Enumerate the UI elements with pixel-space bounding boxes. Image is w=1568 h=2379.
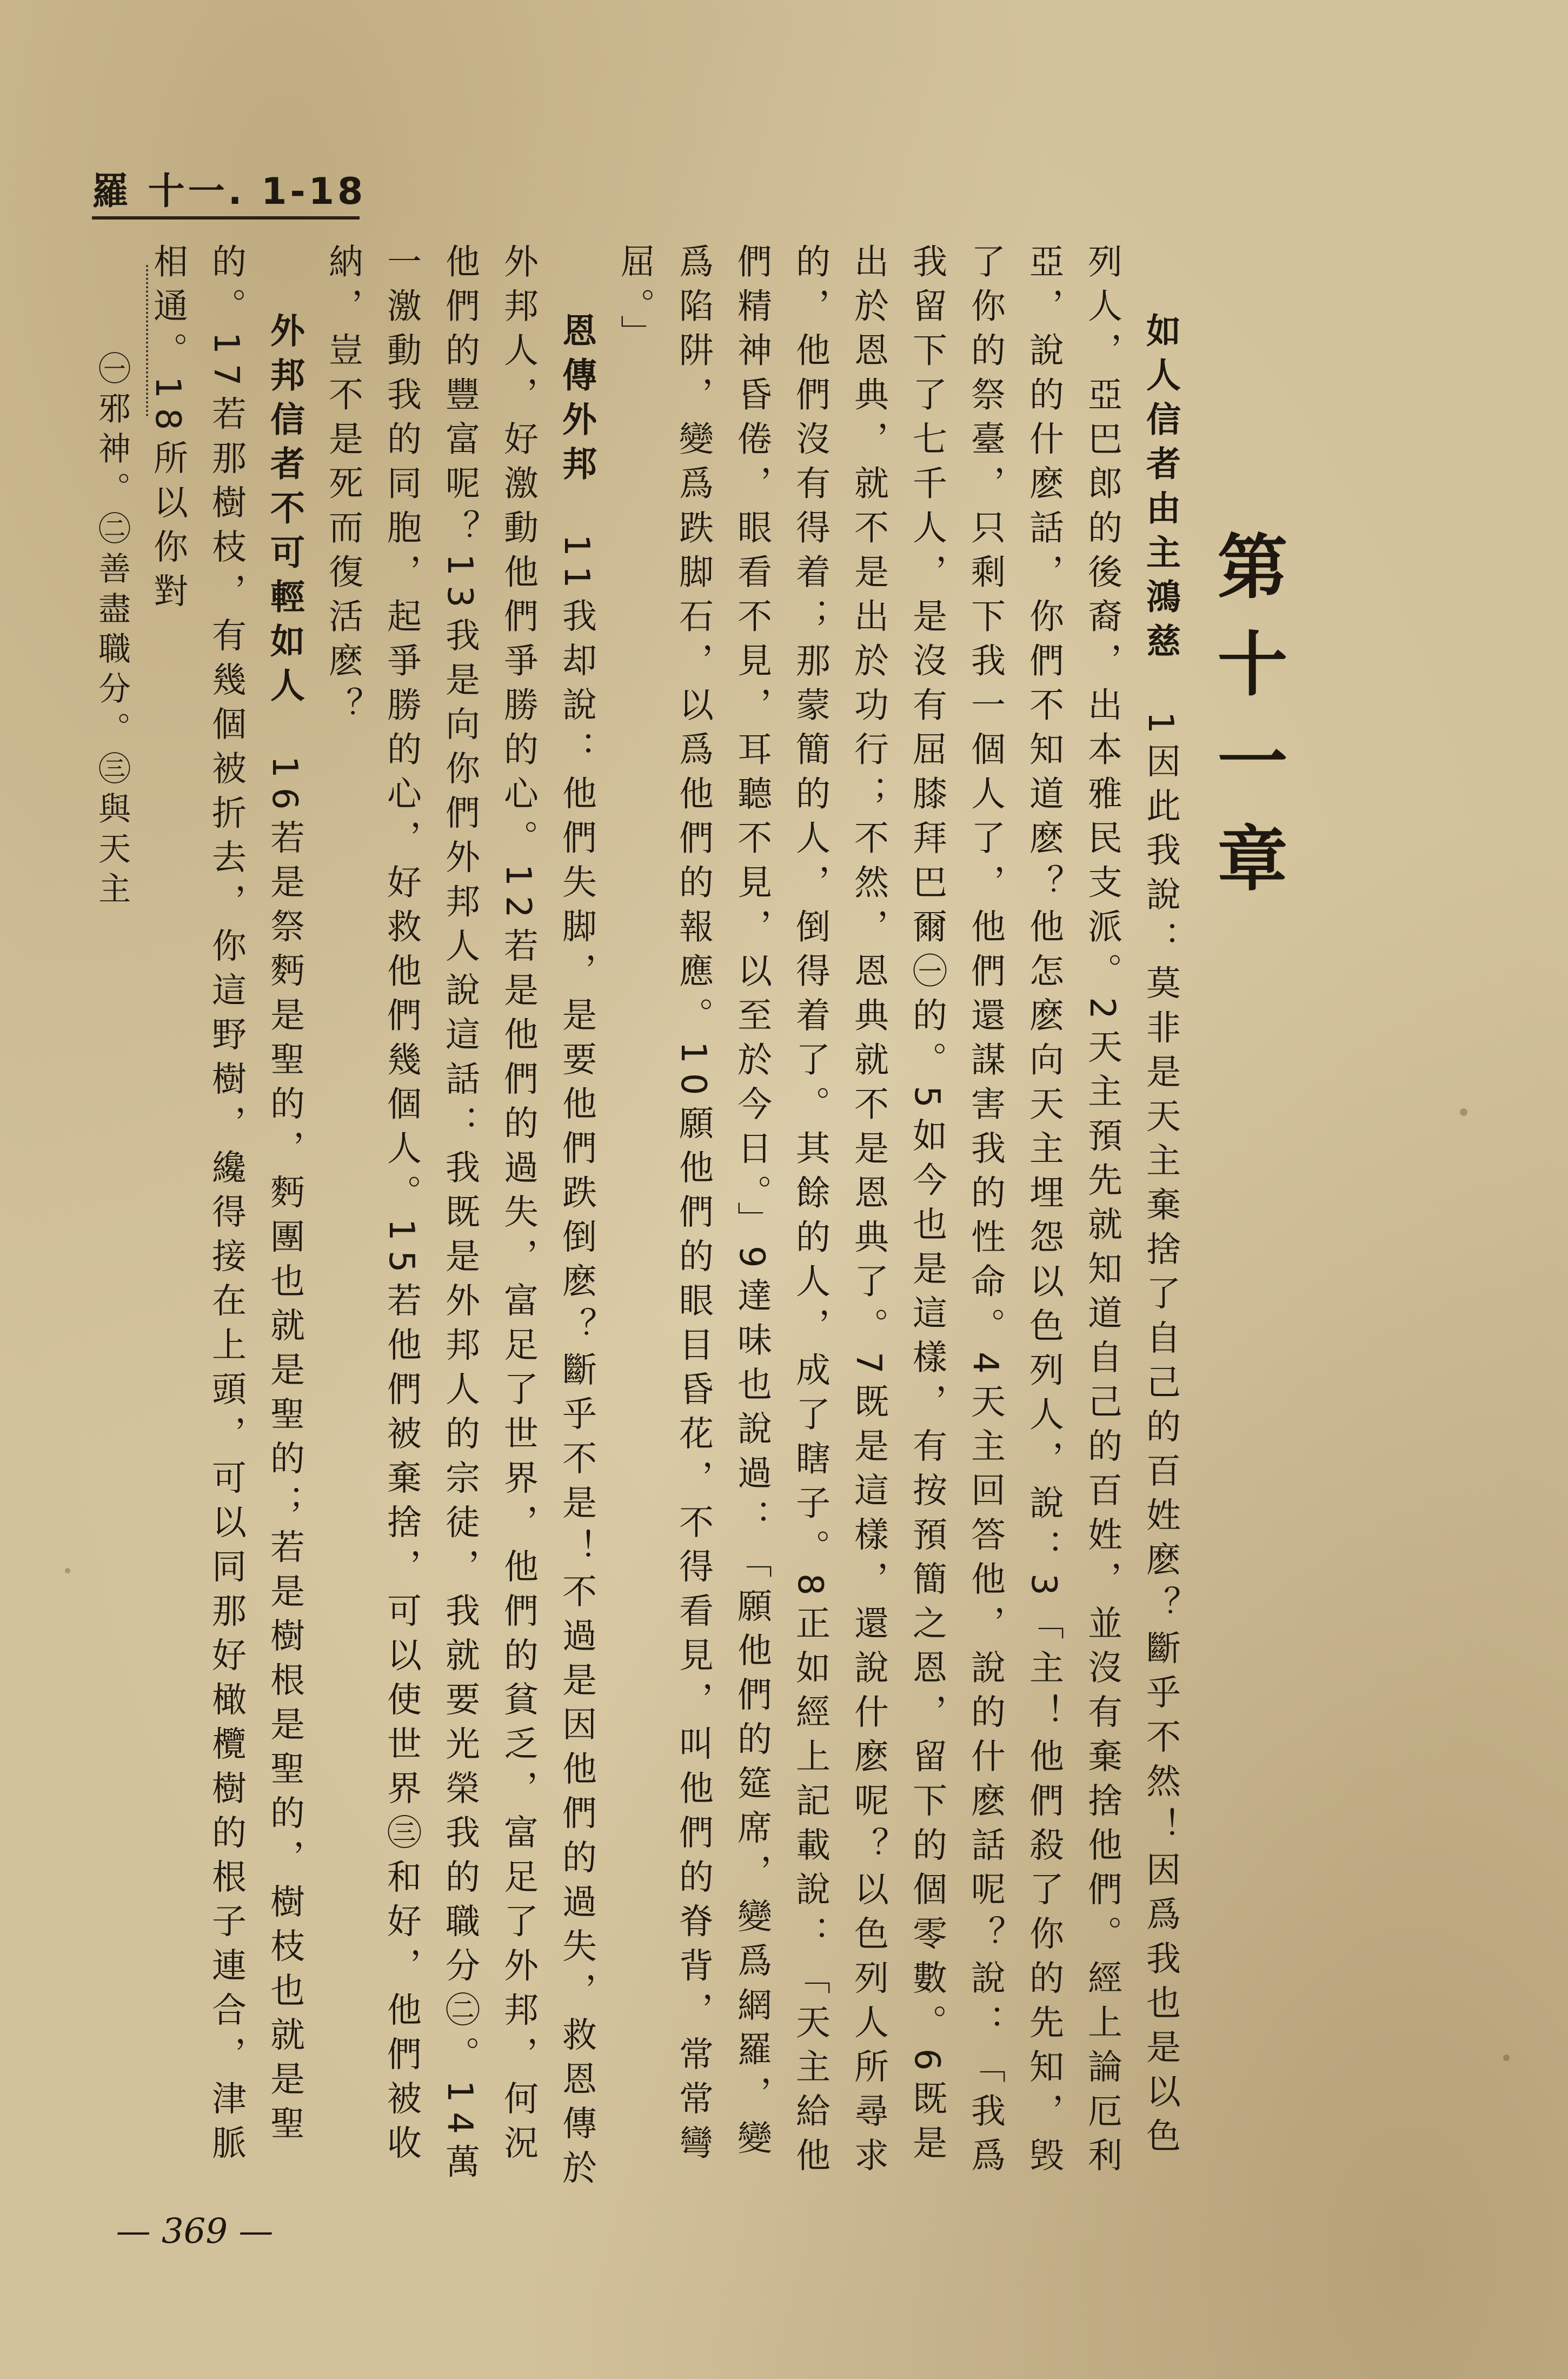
page-number: — 369 — xyxy=(116,2211,274,2251)
section-text: 11我却說：他們失脚，是要他們跌倒麽？斷乎不是！不過是因他們的過失，救恩傳於外邦人，好激動他們爭勝的心。12若是他們的過失，富足了世界，他們的貧乏，富足了外邦，何況他們的豐富呢？13我是向你們外邦人說這話：我既是外邦人的宗徒，我就要光榮我的職分㊁。14萬一激動我的同胞，起爭勝的心，好救他們幾個人。15若他們被棄捨，可以使世界㊂和好，他們被收納，豈不是死而復活麽？ xyxy=(323,243,596,2194)
section-1 xyxy=(606,243,1190,2201)
running-head-rule xyxy=(92,216,360,220)
main-text-body xyxy=(148,243,1190,2201)
section-heading: 恩傳外邦 xyxy=(556,313,596,490)
running-head: 羅 十一. 1-18 xyxy=(92,170,367,213)
section-3 xyxy=(138,243,314,2201)
footnote-divider xyxy=(146,265,168,416)
footnotes: ㊀邪神。㊁善盡職分。㊂與天主 xyxy=(93,351,131,912)
section-heading: 如人信者由主鴻慈 xyxy=(1140,313,1180,667)
section-2 xyxy=(314,243,606,2201)
paper-speck xyxy=(65,1568,70,1573)
section-text: 16若是祭麪是聖的，麪團也就是聖的；若是樹根是聖的，樹枝也就是聖的。17若那樹枝，有幾個被折去，你這野樹，纔得接在上頭，可以同那好橄欖樹的根子連合，津脈相通。18所以你對 xyxy=(148,243,304,2169)
section-heading: 外邦信者不可輕如人 xyxy=(264,313,304,712)
paper-speck xyxy=(1503,2055,1510,2061)
paper-speck xyxy=(1460,1108,1467,1116)
section-text: 1因此我說：莫非是天主棄捨了自己的百姓麽？斷乎不然！因爲我也是以色列人，亞巴郎的後裔，出本雅民支派。2天主預先就知道自己的百姓，並沒有棄捨他們。經上論厄利亞，說的什麽話，你們不知道麽？他怎麽向天主埋怨以色列人，說：3「主！他們殺了你的先知，毁了你的祭臺，只剩下我一個人了，他們還謀害我的性命。4天主回答他，說的什麽話呢？說：「我爲我留下了七千人，是沒有屈膝拜巴爾㊀的。5如今也是這樣，有按預簡之恩，留下的個零數。6既是出於恩典，就不是出於功行；不然，恩典就不是恩典了。7既是這樣，還說什麽呢？以色列人所尋求的，他們沒有得着；那蒙簡的人，倒得着了。其餘的人，成了瞎子。8正如經上記載說：「天主給他們精神昏倦，眼看不見，耳聽不見，以至於今日。」9達味也說過：「願他們的筵席，變爲網羅，變爲陷阱，變爲跌脚石，以爲他們的報應。10願他們的眼目昏花，不得看見，叫他們的脊背，常常彎屈。」 xyxy=(615,243,1180,2182)
chapter-title: 第十一章 xyxy=(1206,530,1288,919)
